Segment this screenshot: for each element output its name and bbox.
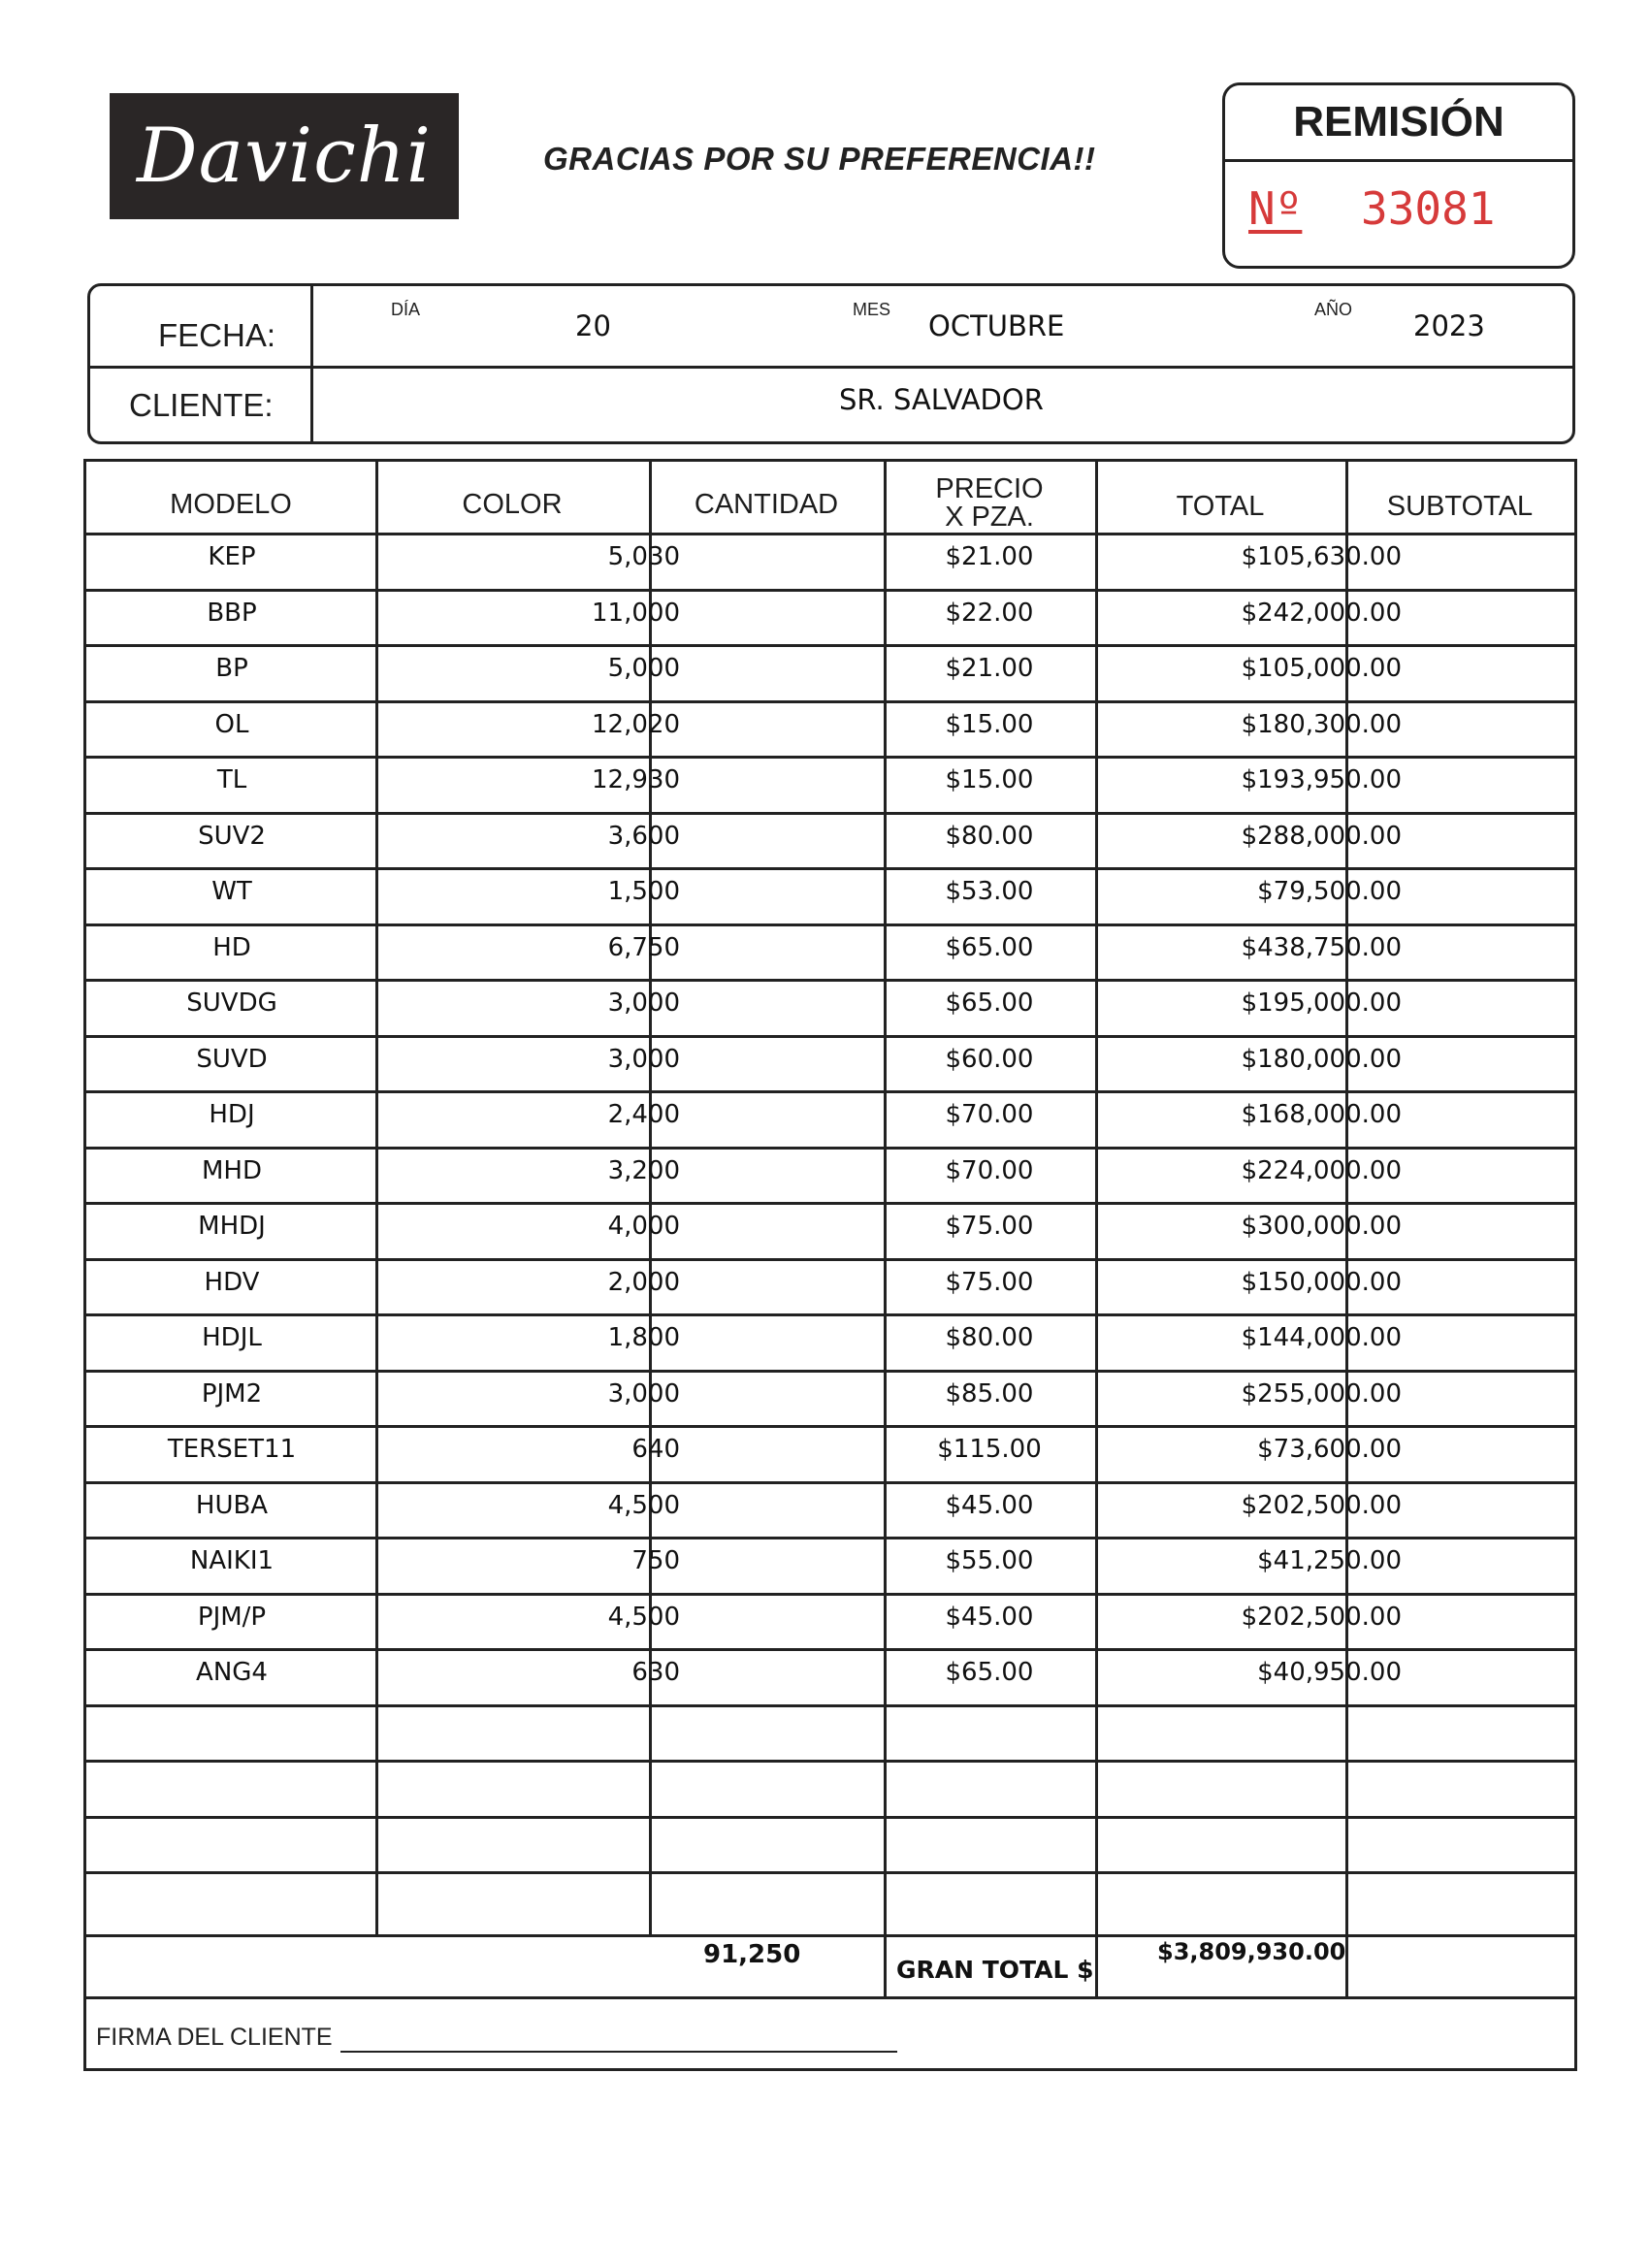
cell-total: $168,000.00 [1241,1100,1402,1129]
cell-total: $41,250.00 [1257,1546,1402,1575]
header-color: COLOR [462,489,563,520]
ano-value: 2023 [1413,309,1485,342]
cell-precio: $55.00 [945,1546,1034,1575]
cell-modelo: TERSET11 [167,1435,297,1464]
total-cantidad: 91,250 [703,1940,801,1969]
remision-title: REMISIÓN [1225,85,1572,162]
cell-modelo: SUVD [196,1044,268,1074]
cell-cantidad: 3,000 [607,1044,680,1074]
items-table [83,459,1577,2071]
cell-cantidad: 2,400 [607,1100,680,1129]
cell-total: $288,000.00 [1241,821,1402,851]
cell-total: $300,000.00 [1241,1212,1402,1241]
cell-modelo: SUVDG [186,988,277,1018]
cell-cantidad: 4,500 [607,1490,680,1520]
fecha-label: FECHA: [158,317,276,353]
cell-modelo: MHD [201,1155,262,1185]
date-client-box [87,283,1575,444]
cell-total: $105,630.00 [1241,542,1402,571]
cell-precio: $21.00 [945,654,1034,683]
cell-cantidad: 4,000 [607,1212,680,1241]
cell-precio: $75.00 [945,1212,1034,1241]
header-total: TOTAL [1176,491,1265,522]
cell-modelo: SUV2 [198,821,266,851]
cell-modelo: MHDJ [198,1212,266,1241]
mes-label: MES [853,300,891,319]
cell-precio: $75.00 [945,1267,1034,1297]
cell-precio: $65.00 [945,932,1034,962]
cell-total: $180,000.00 [1241,1044,1402,1074]
cell-cantidad: 3,600 [607,821,680,851]
ano-label: AÑO [1314,300,1353,319]
header-modelo: MODELO [170,489,292,520]
cell-cantidad: 12,930 [592,765,680,794]
cell-modelo: HDJ [209,1100,255,1129]
cell-total: $193,950.00 [1241,765,1402,794]
cell-cantidad: 3,200 [607,1155,680,1185]
cell-total: $242,000.00 [1241,598,1402,628]
cell-total: $255,000.00 [1241,1378,1402,1409]
cell-cantidad: 5,030 [607,542,680,571]
header-precio [884,475,1095,532]
cell-cantidad: 3,000 [607,988,680,1018]
cell-precio: $80.00 [945,1323,1034,1352]
firma-label: FIRMA DEL CLIENTE [96,2024,333,2051]
gran-total-label: GRAN TOTAL $ [896,1956,1094,1984]
cell-precio: $65.00 [945,1658,1034,1687]
cell-modelo: WT [211,877,252,906]
cell-precio: $115.00 [937,1435,1042,1464]
cell-modelo: HDJL [202,1323,262,1352]
cell-cantidad: 640 [631,1435,680,1464]
cell-total: $202,500.00 [1241,1602,1402,1632]
firma-line [340,2051,897,2053]
remision-box [1222,82,1575,269]
cell-total: $73,600.00 [1257,1435,1402,1464]
cell-cantidad: 6,750 [607,932,680,962]
dia-label: DÍA [391,300,421,319]
cell-precio: $53.00 [945,877,1034,906]
header-precio-line2: X PZA. [945,502,1034,533]
cell-cantidad: 5,000 [607,654,680,683]
cell-precio: $45.00 [945,1602,1034,1632]
cell-modelo: OL [214,709,249,739]
cell-modelo: TL [216,765,247,794]
cell-cantidad: 1,500 [607,877,680,906]
cell-precio: $85.00 [945,1378,1034,1409]
cell-cantidad: 11,000 [592,598,680,628]
cell-cantidad: 4,500 [607,1602,680,1632]
cell-cantidad: 630 [631,1658,680,1687]
cell-precio: $65.00 [945,988,1034,1018]
gran-total-value: $3,809,930.00 [1157,1938,1346,1965]
cell-precio: $60.00 [945,1044,1034,1074]
cell-precio: $70.00 [945,1155,1034,1185]
dia-value: 20 [575,309,611,342]
cell-total: $40,950.00 [1257,1658,1402,1687]
cell-total: $438,750.00 [1241,932,1402,962]
cell-precio: $70.00 [945,1100,1034,1129]
cell-modelo: NAIKI1 [189,1546,275,1575]
cell-precio: $15.00 [945,709,1034,739]
cell-total: $150,000.00 [1241,1267,1402,1297]
cell-total: $202,500.00 [1241,1490,1402,1520]
cell-precio: $22.00 [945,598,1034,628]
cell-modelo: ANG4 [196,1658,268,1687]
cell-cantidad: 12,020 [592,709,680,739]
cell-total: $105,000.00 [1241,654,1402,683]
brand-logo [110,93,459,219]
mes-value: OCTUBRE [928,309,1065,342]
cell-total: $195,000.00 [1241,988,1402,1018]
cell-cantidad: 2,000 [607,1267,680,1297]
cell-modelo: BBP [207,598,257,628]
remision-number-label: Nº [1248,182,1303,235]
cell-modelo: HUBA [195,1490,269,1520]
cell-total: $224,000.00 [1241,1155,1402,1185]
cell-modelo: KEP [208,542,256,571]
cell-precio: $15.00 [945,765,1034,794]
logo-text: Davichi [137,113,432,200]
remision-number: 33081 [1361,182,1496,235]
cell-modelo: PJM/P [197,1602,267,1632]
cell-modelo: PJM2 [201,1378,263,1409]
cell-total: $79,500.00 [1257,877,1402,906]
cell-total: $144,000.00 [1241,1323,1402,1352]
cell-total: $180,300.00 [1241,709,1402,739]
header-cantidad: CANTIDAD [694,489,839,520]
slogan: GRACIAS POR SU PREFERENCIA!! [543,141,1096,177]
cell-precio: $45.00 [945,1490,1034,1520]
cell-cantidad: 750 [631,1546,680,1575]
cell-modelo: HDV [204,1267,260,1297]
cell-modelo: BP [215,654,248,683]
cell-precio: $21.00 [945,542,1034,571]
cell-modelo: HD [212,932,251,962]
cell-cantidad: 1,800 [607,1323,680,1352]
cell-precio: $80.00 [945,821,1034,851]
cell-cantidad: 3,000 [607,1378,680,1409]
cliente-value: SR. SALVADOR [839,383,1044,416]
header-precio-line1: PRECIO [935,473,1044,504]
header-subtotal: SUBTOTAL [1386,491,1534,522]
cliente-label: CLIENTE: [129,387,274,423]
